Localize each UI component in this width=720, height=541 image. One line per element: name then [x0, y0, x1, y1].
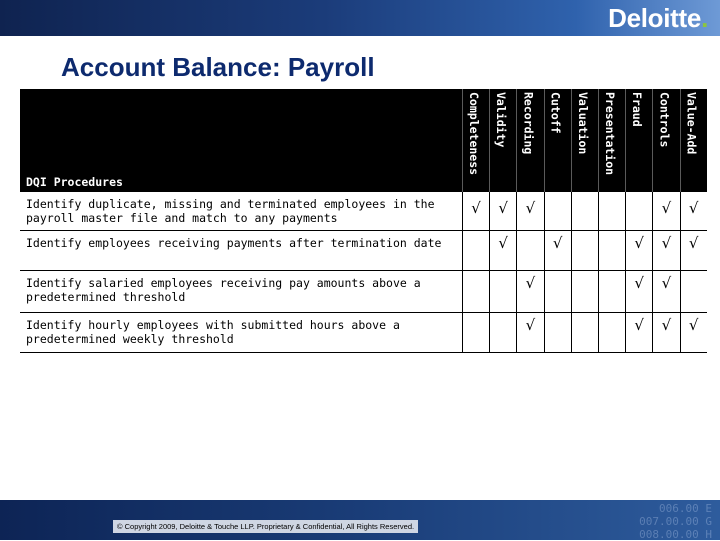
check-cell: [625, 231, 652, 270]
check-cell: [544, 271, 571, 312]
check-cell: [680, 313, 707, 352]
column-header-presentation: [598, 89, 626, 192]
check-cell: [516, 313, 543, 352]
checkmark-icon: √: [634, 274, 644, 292]
check-cell: [544, 313, 571, 352]
page-title: Account Balance: Payroll: [61, 52, 375, 82]
table-header: [20, 89, 707, 192]
check-cell: [516, 192, 543, 230]
procedure-text: Identify duplicate, missing and terminated employees in the payroll master file and match to any payments: [26, 197, 435, 225]
procedure-text: Identify salaried employees receiving pay amounts above a predetermined threshold: [26, 276, 421, 304]
checkmark-icon: √: [525, 316, 536, 334]
check-cell: [544, 192, 571, 230]
column-header-cutoff: [544, 89, 572, 192]
checkmark-icon: √: [634, 316, 644, 334]
check-cell: [652, 192, 679, 230]
check-cell: [680, 231, 707, 270]
checkmark-icon: √: [498, 199, 508, 217]
check-cell: [625, 271, 652, 312]
digit-line: 006.00 E: [659, 502, 712, 515]
check-cell: [571, 313, 598, 352]
dqi-table: [20, 89, 707, 353]
check-cell: [489, 313, 516, 352]
check-cell: [462, 231, 489, 270]
column-header-fraud: [625, 89, 653, 192]
column-label: Controls: [657, 92, 672, 148]
check-cell: [652, 271, 679, 312]
check-cell: [462, 192, 489, 230]
column-header-controls: [652, 89, 680, 192]
check-cell: [489, 192, 516, 230]
checkmark-icon: √: [661, 234, 672, 252]
column-header-recording: [516, 89, 544, 192]
check-cell: [516, 271, 543, 312]
check-cell: [652, 231, 679, 270]
column-label: Cutoff: [548, 92, 563, 134]
checkmark-icon: √: [525, 274, 536, 292]
checkmark-icon: √: [688, 234, 699, 252]
checkmark-icon: √: [661, 316, 672, 334]
column-header-validity: [489, 89, 517, 192]
check-cell: [625, 313, 652, 352]
check-cell: [571, 231, 598, 270]
table-row: [20, 313, 707, 353]
check-cell: [680, 192, 707, 230]
checkmark-icon: √: [634, 234, 644, 252]
check-cell: [516, 231, 543, 270]
deloitte-logo: Deloitte.: [608, 3, 708, 33]
column-label: Value-Add: [684, 92, 699, 155]
check-cell: [652, 313, 679, 352]
check-cell: [462, 271, 489, 312]
checkmark-icon: √: [525, 199, 536, 217]
column-label: Validity: [494, 92, 509, 148]
procedure-text: Identify hourly employees with submitted hours above a predetermined weekly threshold: [26, 318, 400, 346]
column-header-valuation: [571, 89, 599, 192]
procedure-text: Identify employees receiving payments after termination date: [26, 236, 442, 250]
column-label: Presentation: [603, 92, 617, 176]
column-label: Fraud: [630, 92, 645, 127]
column-header-completeness: [462, 89, 490, 192]
checkmark-icon: √: [661, 199, 672, 217]
check-cell: [571, 271, 598, 312]
check-cell: [598, 231, 625, 270]
check-cell: [598, 313, 625, 352]
check-cell: [571, 192, 598, 230]
table-row: [20, 231, 707, 271]
checkmark-icon: √: [552, 234, 563, 252]
table-body: [20, 192, 707, 353]
column-label: Completeness: [467, 92, 481, 176]
footer-bar: [0, 500, 720, 540]
digit-line: 007.00.00 G: [639, 515, 712, 528]
checkmark-icon: √: [688, 199, 699, 217]
column-header-value-add: [680, 89, 708, 192]
check-cell: [680, 271, 707, 312]
header-bar: [0, 0, 720, 36]
column-label: Recording: [521, 92, 536, 155]
table-row: [20, 192, 707, 231]
check-cell: [489, 231, 516, 270]
checkmark-icon: √: [661, 274, 672, 292]
digit-line: 008.00.00 H: [639, 528, 712, 541]
checkmark-icon: √: [688, 316, 699, 334]
check-cell: [462, 313, 489, 352]
decorative-digits: [639, 502, 712, 541]
dqi-procedures-label: DQI Procedures: [26, 175, 123, 189]
copyright-text: © Copyright 2009, Deloitte & Touche LLP. Proprietary & Confidential, All Rights Reserved.: [113, 520, 418, 533]
table-row: [20, 271, 707, 313]
check-cell: [598, 192, 625, 230]
check-cell: [489, 271, 516, 312]
check-cell: [598, 271, 625, 312]
checkmark-icon: √: [471, 199, 481, 217]
check-cell: [544, 231, 571, 270]
column-label: Valuation: [575, 92, 590, 155]
check-cell: [625, 192, 652, 230]
checkmark-icon: √: [498, 234, 508, 252]
